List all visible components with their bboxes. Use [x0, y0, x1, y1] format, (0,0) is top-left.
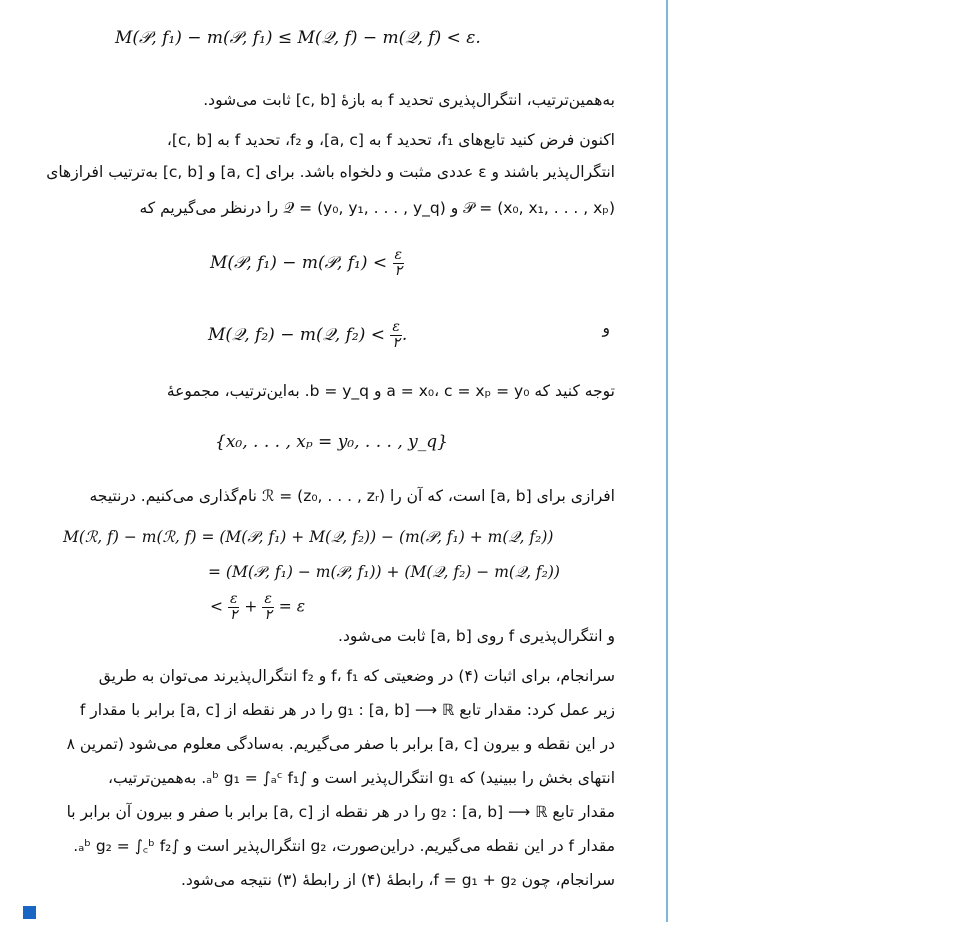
equation-1: M(𝒫, f₁) − m(𝒫, f₁) ≤ M(𝒬, f) − m(𝒬, f) < ε.	[115, 28, 481, 48]
equation-5-line-2: = (M(𝒫, f₁) − m(𝒫, f₁)) + (M(𝒬, f₂) − m(𝒬, f₂))	[208, 563, 560, 581]
paragraph-6-line-6: مقدار f در این نقطه می‌گیریم. دراین‌صورت، g₂ انتگرال‌پذیر است و ∫ₐᵇ g₂ = ∫꜀ᵇ f₂.	[73, 837, 615, 855]
frac-den: ۲	[229, 607, 238, 623]
equation-3-lhs: M(𝒬, f₂) − m(𝒬, f₂) <	[208, 325, 385, 345]
frac-den: ۲	[264, 607, 272, 623]
equation-2	[210, 248, 404, 279]
frac-num: ε	[264, 591, 272, 607]
frac-den: ۲	[394, 263, 403, 279]
paragraph-3: توجه کنید که a = x₀، c = xₚ = y₀ و b = y_q. به‌این‌ترتیب، مجموعهٔ	[166, 382, 615, 400]
plus-sign: +	[244, 597, 258, 616]
equation-4: {x₀, . . . , xₚ = y₀, . . . , y_q}	[215, 432, 448, 452]
paragraph-6-line-4: انتهای بخش را ببینید) که g₁ انتگرال‌پذیر است و ∫ₐᵇ g₁ = ∫ₐᶜ f₁. به‌همین‌ترتیب،	[107, 769, 615, 787]
equation-3	[208, 320, 407, 351]
paragraph-6-line-3: در این نقطه و بیرون [a, c] برابر با صفر می‌گیریم. به‌سادگی معلوم می‌شود (تمرین ۸	[66, 735, 615, 753]
paragraph-6-line-7: سرانجام، چون f = g₁ + g₂، رابطهٔ (۴) از رابطهٔ (۳) نتیجه می‌شود.	[180, 871, 615, 889]
equation-5-line-3	[210, 592, 305, 623]
epsilon-over-two	[228, 592, 240, 623]
paragraph-4: افرازی برای [a, b] است، که آن را ℛ = (z₀, . . . , zᵣ) نام‌گذاری می‌کنیم. درنتیجه	[89, 487, 615, 505]
paragraph-2-line-2: انتگرال‌پذیر باشند و ε عددی مثبت و دلخواه باشد. برای [a, c] و [c, b] به‌ترتیب افرازهای	[46, 163, 615, 181]
paragraph-5: و انتگرال‌پذیری f روی [a, b] ثابت می‌شود.	[338, 627, 615, 645]
paragraph-6-line-5: مقدار تابع g₂ : [a, b] ⟶ ℝ را در هر نقطه از [a, c] برابر با صفر و بیرون آن برابر با	[66, 803, 615, 821]
epsilon-over-two	[393, 248, 405, 279]
paragraph-6-line-2: زیر عمل کرد: مقدار تابع g₁ : [a, b] ⟶ ℝ را در هر نقطه از [a, c] برابر با مقدار f	[79, 701, 615, 719]
frac-num: ε	[229, 591, 238, 607]
paragraph-2-line-1: اکنون فرض کنید تابع‌های f₁، تحدید f به [a, c]، و f₂، تحدید f به [c, b]،	[166, 131, 615, 149]
frac-den: ۲	[392, 335, 400, 351]
paragraph-6-line-1: سرانجام، برای اثبات (۴) در وضعیتی که f، f₁ و f₂ انتگرال‌پذیرند می‌توان به طریق	[98, 667, 615, 685]
page-margin-rule	[666, 0, 668, 922]
epsilon-over-two	[262, 592, 274, 623]
frac-num: ε	[392, 319, 400, 335]
equation-5-line-1: M(ℛ, f) − m(ℛ, f) = (M(𝒫, f₁) + M(𝒬, f₂)) − (m(𝒫, f₁) + m(𝒬, f₂))	[63, 528, 554, 546]
frac-num: ε	[394, 247, 403, 263]
epsilon-over-two	[390, 320, 402, 351]
page-corner-marker	[23, 906, 36, 919]
less-than: <	[210, 597, 223, 616]
equals-epsilon: = ε	[278, 597, 306, 616]
equation-2-lhs: M(𝒫, f₁) − m(𝒫, f₁) <	[210, 253, 388, 273]
paragraph-1: به‌همین‌ترتیب، انتگرال‌پذیری تحدید f به بازهٔ [c, b] ثابت می‌شود.	[203, 91, 615, 109]
period: .	[401, 325, 408, 345]
conjunction-and: و	[602, 319, 610, 337]
paragraph-2-line-3: 𝒫 = (x₀, x₁, . . . , xₚ) و 𝒬 = (y₀, y₁, . . . , y_q) را درنظر می‌گیریم که	[139, 199, 615, 217]
